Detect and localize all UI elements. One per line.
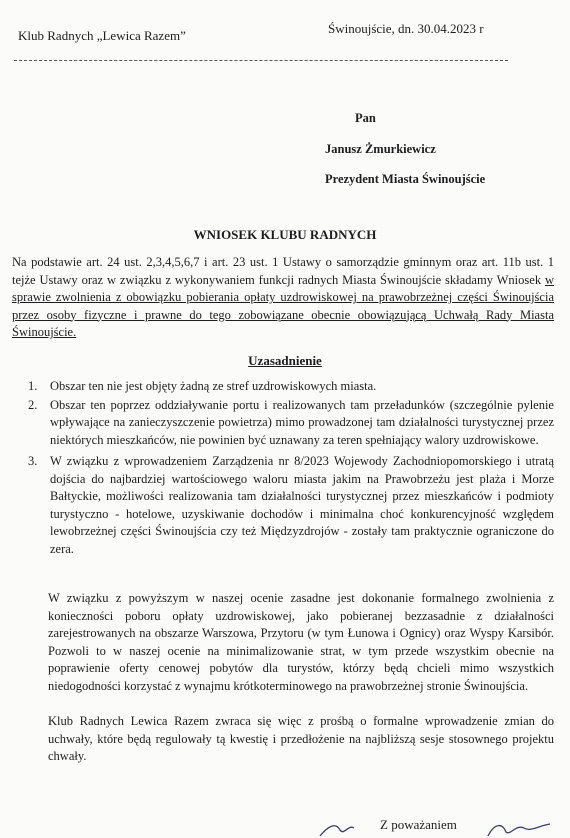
conclusion-paragraph: W związku z powyższym w naszej ocenie zasadne jest dokonanie formalnego zwolnienia z konieczności poboru opłaty uzdrowiskowej, jako pobieranej bezzasadnie z działalności zarejestrowanych na obszarze Warszowa, Przytoru (w tym Łunowa i Ognicy) oraz Wyspy Karsibór. Pozwoli to w naszej ocenie na minimalizowanie strat, w tym przede wszystkim obecnie na poprawienie oferty cenowej pobytów dla turystów, którzy będą chcieli mimo wszystkich niedogodności korzystać z wynajmu krótkoterminowego na prawobrzeżnej stronie Świnoujścia. — [48, 591, 554, 693]
addressee-salutation: Pan — [355, 111, 376, 125]
list-item — [28, 378, 554, 396]
justification-title: Uzasadnienie — [248, 353, 322, 368]
addressee-name: Janusz Żmurkiewicz — [325, 142, 436, 156]
list-item — [28, 397, 554, 450]
list-item-number: 3. — [28, 454, 38, 468]
request-paragraph: Klub Radnych Lewica Razem zwraca się więc z prośbą o formalne wprowadzenie zmian do uchwały, które będą regulowały tą kwestię i przedłożenie na najbliższą sesje stosownego projektu chwały. — [48, 714, 554, 763]
justification-list — [28, 378, 554, 558]
list-item — [28, 453, 554, 558]
list-item-text: Obszar ten poprzez oddziaływanie portu i realizowanych tam przeładunków (szczególnie pylenie wpływające na zanieczyszczenie powietrza) mimo prowadzonej tam działalności turystycznej przez niektórych mieszkańców, nie powinien być uznawany za teren spełniający walory uzdrowiskowe. — [50, 397, 554, 447]
intro-underlined-text: w sprawie zwolnienia z obowiązku pobierania opłaty uzdrowiskowej na prawobrzeżnej części Świnoujścia przez osoby fizyczne i prawne do tego zobowiązane obecnie obowiązującą Uchwałą Rady Miasta Świnoujście. — [12, 272, 554, 339]
intro-paragraph — [12, 254, 554, 342]
list-item-text: W związku z wprowadzeniem Zarządzenia nr 8/2023 Wojewody Zachodniopomorskiego i utratą dojścia do najbardziej wartościowego waloru miasta jakim na Prawobrzeżu jest plaża i Morze Bałtyckie, możliwości realizowania tam działalności turystycznej przez mieszkańców i podmioty turystyczno - hotelowe, uzyskiwanie dochodów i minimalna choć konkurencyjność względem lewobrzeżnej części Świnoujścia czy też Międzyzdrojów - zostały tam praktycznie ograniczone do zera. — [50, 454, 554, 556]
list-item-number: 2. — [28, 397, 38, 412]
closing-phrase: Z poważaniem — [380, 817, 457, 832]
list-item-number: 1. — [28, 379, 38, 393]
intro-text: Na podstawie art. 24 ust. 2,3,4,5,6,7 i art. 23 ust. 1 Ustawy o samorządzie gminnym oraz art. 11b ust. 1 tejże Ustawy oraz w związku z wykonywaniem funkcji radnych Miasta Świnoujście składamy Wniosek — [12, 255, 554, 287]
document-title: WNIOSEK KLUBU RADNYCH — [193, 227, 377, 242]
place-date: Świnoujście, dn. 30.04.2023 r — [328, 21, 484, 36]
header-divider — [14, 60, 508, 61]
addressee-position: Prezydent Miasta Świnoujście — [325, 172, 486, 186]
list-item-text: Obszar ten nie jest objęty żadną ze stref uzdrowiskowych miasta. — [50, 379, 377, 393]
sender-name: Klub Radnych „Lewica Razem” — [18, 28, 186, 43]
